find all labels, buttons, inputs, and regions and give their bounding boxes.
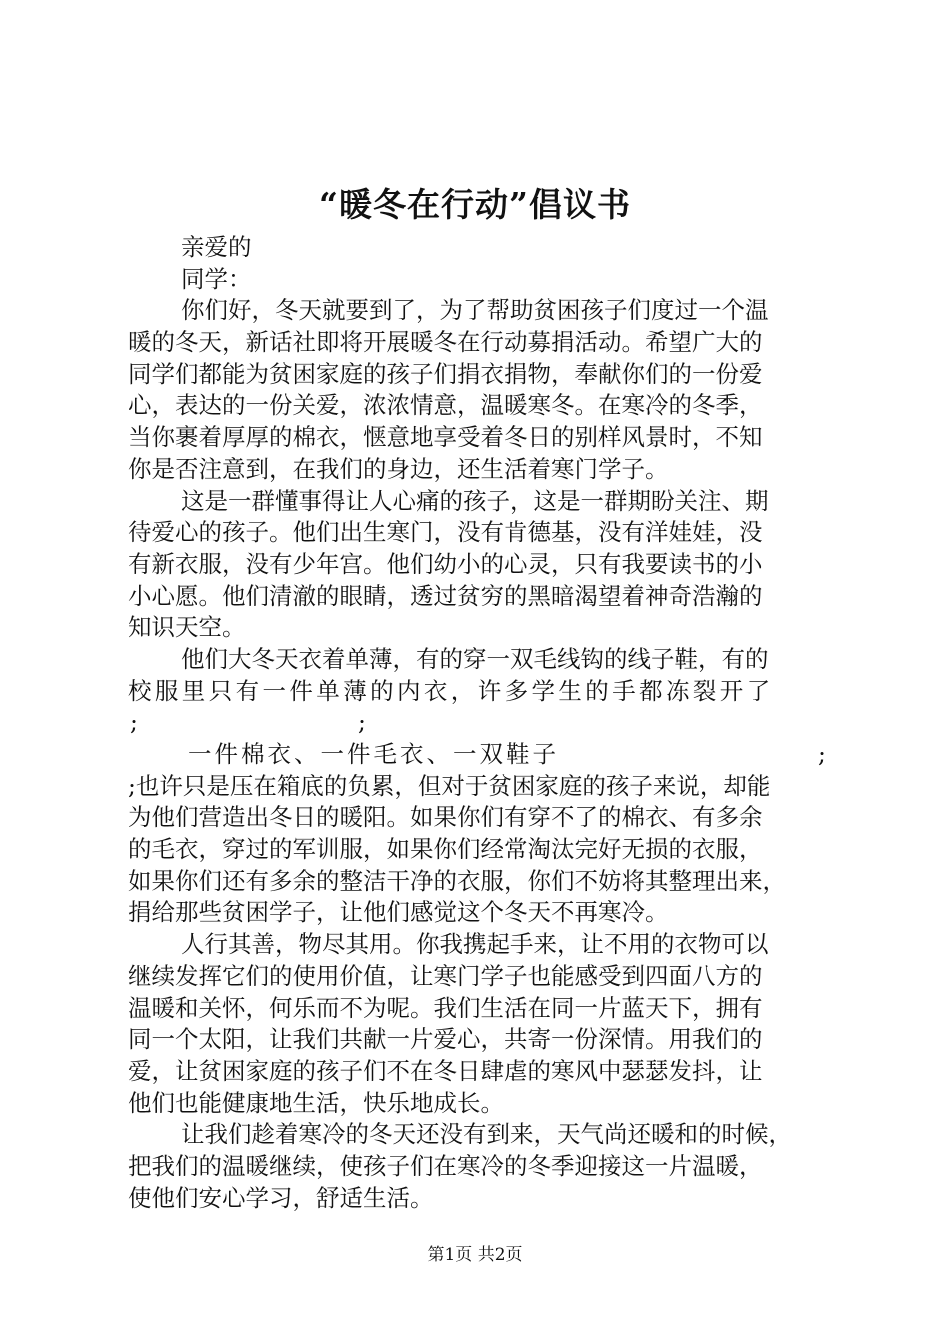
- salutation-line-2: 同学：: [181, 264, 252, 293]
- paragraph-line: 你是否注意到，在我们的身边，还生活着寒门学子。: [128, 454, 669, 483]
- paragraph-line: 为他们营造出冬日的暖阳。如果你们有穿不了的棉衣、有多余: [128, 803, 763, 832]
- items-line: 一件棉衣、一件毛衣、一双鞋子: [188, 740, 559, 768]
- semicolon-row: [128, 707, 838, 739]
- paragraph-kindness: [128, 929, 838, 1119]
- semicolon-mark: ;: [130, 708, 138, 737]
- paragraph-line: 校服里只有一件单薄的内衣，许多学生的手都冻裂开了: [128, 676, 774, 705]
- document-title: “暖冬在行动”倡议书: [319, 185, 631, 224]
- paragraph-line: 他们大冬天衣着单薄，有的穿一双毛线钩的线子鞋，有的: [181, 644, 769, 673]
- paragraph-line: 他们也能健康地生活，快乐地成长。: [128, 1088, 504, 1117]
- paragraph-line: 人行其善，物尽其用。你我携起手来，让不用的衣物可以: [181, 930, 769, 959]
- paragraph-line: 知识天空。: [128, 613, 246, 642]
- document-body: [128, 232, 838, 1214]
- paragraph-line: 如果你们还有多余的整洁干净的衣服，你们不妨将其整理出来，: [128, 866, 786, 895]
- paragraph-greeting: [128, 295, 838, 485]
- paragraph-line: 爱，让贫困家庭的孩子们不在冬日肆虐的寒风中瑟瑟发抖，让: [128, 1056, 763, 1085]
- paragraph-donation: [128, 771, 838, 929]
- paragraph-line: 捐给那些贫困学子，让他们感觉这个冬天不再寒冷。: [128, 898, 669, 927]
- paragraph-line: 心，表达的一份关爱，浓浓情意，温暖寒冬。在寒冷的冬季，: [128, 391, 763, 420]
- paragraph-line: 继续发挥它们的使用价值，让寒门学子也能感受到四面八方的: [128, 961, 763, 990]
- paragraph-line: 当你裹着厚厚的棉衣，惬意地享受着冬日的别样风景时，不知: [128, 423, 763, 452]
- items-row: [128, 739, 838, 771]
- semicolon-mark: ;: [818, 740, 826, 768]
- paragraph-line: 温暖和关怀，何乐而不为呢。我们生活在同一片蓝天下，拥有: [128, 993, 763, 1022]
- page-number-footer: 第1页 共2页: [427, 1245, 523, 1265]
- paragraph-winter: [128, 644, 838, 771]
- paragraph-line: 有新衣服，没有少年宫。他们幼小的心灵，只有我要读书的小: [128, 549, 763, 578]
- semicolon-mark: ;: [358, 708, 366, 737]
- paragraph-line: 小心愿。他们清澈的眼睛，透过贫穷的黑暗渴望着神奇浩瀚的: [128, 581, 763, 610]
- paragraph-line: 你们好，冬天就要到了，为了帮助贫困孩子们度过一个温: [181, 296, 769, 325]
- paragraph-line: 的毛衣，穿过的军训服，如果你们经常淘汰完好无损的衣服，: [128, 835, 763, 864]
- paragraph-children: [128, 486, 838, 644]
- paragraph-line: 使他们安心学习，舒适生活。: [128, 1183, 434, 1212]
- paragraph-line: 把我们的温暖继续，使孩子们在寒冷的冬季迎接这一片温暖，: [128, 1151, 763, 1180]
- paragraph-line: 待爱心的孩子。他们出生寒门，没有肯德基，没有洋娃娃，没: [128, 518, 763, 547]
- paragraph-line: 同学们都能为贫困家庭的孩子们捐衣捐物，奉献你们的一份爱: [128, 359, 763, 388]
- paragraph-line: 让我们趁着寒冷的冬天还没有到来，天气尚还暖和的时候，: [181, 1120, 792, 1149]
- salutation-line-1: 亲爱的: [181, 233, 252, 261]
- paragraph-line: 同一个太阳，让我们共献一片爱心，共寄一份深情。用我们的: [128, 1025, 763, 1054]
- paragraph-line: 这是一群懂事得让人心痛的孩子，这是一群期盼关注、期: [181, 486, 769, 515]
- paragraph-closing: [128, 1119, 838, 1214]
- paragraph-line: ;也许只是压在箱底的负累，但对于贫困家庭的孩子来说，却能: [128, 771, 771, 800]
- paragraph-line: 暖的冬天，新话社即将开展暖冬在行动募捐活动。希望广大的: [128, 328, 763, 357]
